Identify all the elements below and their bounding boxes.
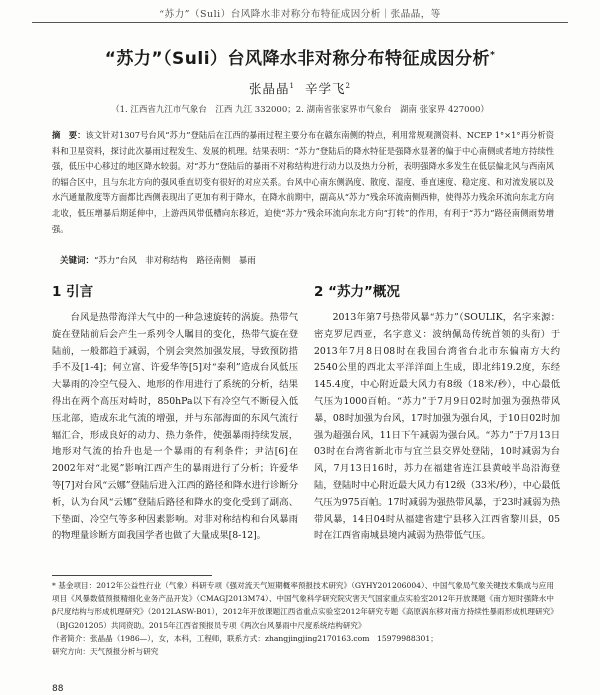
section-heading-overview: 2 “苏力”概况: [314, 284, 400, 300]
funding-note: * 基金项目：2012年公益性行业（气象）科研专项《强对流天气短期概率预报技术研究》（GYHY201206004）、中国气象局气象关键技术集成与应用项目《风暴数值预报精细化业务产品开发》（CMAGJ2013M74）、中国气象科学研究院灾害天气国家重点实验室2012年开放课题《南方短时强降水中β尺度结构与形成机理研究》（2012LASW-B01），2012年开放课题江西省重点实验室2012年研究专题《高原涡东移对南方持续性暴雨形成机理研究》（BJG201205）共同资助。2015年江西省预报员专项《两次台风暴雨中尺度系统结构研究》: [52, 581, 554, 630]
keywords: [60, 254, 554, 266]
right-column: [314, 280, 560, 545]
footnote: [52, 579, 554, 658]
author-name: 辛学飞: [304, 81, 346, 96]
footnote-divider: [52, 575, 212, 576]
page-number: 88: [52, 684, 64, 694]
paper-title: [0, 44, 600, 69]
author-name: 张晶晶: [249, 81, 290, 96]
research-direction: 研究方向：天气预报分析与研究: [52, 647, 159, 657]
title-funding-mark: *: [490, 50, 496, 61]
introduction-paragraph: 台风是热带海洋大气中的一种急速旋转的涡旋。热带气旋在登陆前后会产生一系列令人瞩目的变化，热带气旋在登陆前，一般都趋于减弱，个别会突然加强发展，导致预防措手不及[1-4]；何立富、许爱华等[5]对“泰利”造成台风低压大暴雨的冷空气侵入、地形的作用进行了系统的分析，结果得出在两个高压对峙时，850hPa以下有冷空气不断侵入低压北部，造成东北气流的增强，并与东部海面的东风气流行辐汇合，形成良好的动力、热力条件，使强暴雨持续发展，地形对气流的抬升也是一个暴雨的有利条件；尹洁[6]在2002年对“北冕”影响江西产生的暴雨进行了分析；许爱华等[7]对台风“云娜”登陆后进入江西的路径和降水进行诊断分析，认为台风“云娜”登陆后路径和降水的变化受到了副高、下垫面、冷空气等多种因素影响。对非对称结构和台风暴雨的物理量诊断方面我国学者也做了大量成果[8-12]。: [52, 312, 298, 542]
paper-title-text: “苏力”（Suli）台风降水非对称分布特征成因分析: [104, 49, 491, 69]
abstract: [52, 128, 554, 237]
affiliations: （1. 江西省九江市气象台 江西 九江 332000；2. 湖南省张家界市气象台 湖南 张家界 427000）: [111, 105, 489, 115]
abstract-label: 摘 要：: [52, 130, 86, 140]
author-line: [0, 79, 600, 97]
header-divider: [32, 22, 568, 23]
running-header: “苏力”（Suli）台风降水非对称分布特征成因分析｜张晶晶，等: [159, 9, 441, 20]
keywords-text: “苏力”台风 非对称结构 路径南侧 暴雨: [94, 256, 256, 266]
author-affil-mark: 1: [289, 81, 296, 90]
keywords-label: 关键词：: [60, 256, 95, 266]
abstract-text: 该文针对1307号台风“苏力”登陆后在江西的暴雨过程主要分布在赣东南侧的特点，利用常规观测资料、NCEP 1°×1°再分析资料和卫星资料，探讨此次暴雨过程发生、发展的机理。结果表明：“苏力”登陆后的降水特征是强降水显著的偏于中心南侧或者地方持续性强，低压中心移过的地区降水较弱。对“苏力”登陆后的暴雨不对称结构进行动力以及热力分析，表明强降水多发生在低层偏北风与西南风的辐合区中，且与东北方向的强风垂直切变有很好的对应关系。台风中心南东侧涡度、散度、湿度、垂直速度、稳定度、和对流发展以及水汽通量散度等方面都比西侧表现出了更加有利于降水，在降水前期中，副高从“苏力”残余环流南侧西伸，使得苏力残余环流向东北方向北收，低压增暴后期延伸中，上游西风带低槽向东移近，迫使“苏力”残余环流向东北方向“打转”的作用，有利于“苏力”路径南侧雨势增强。: [52, 130, 554, 234]
left-column: [52, 280, 298, 545]
overview-paragraph: 2013年第7号热带风暴“苏力”（SOULIK，名字来源：密克罗尼西亚，名字意义：波纳佩岛传统首领的头衔）于2013年7月8日08时在我国台湾省台北市东偏南方大约2540公里的西北太平洋洋面上生成，即北纬19.2度，东经145.4度，中心附近最大风力有8级（18米/秒），中心最低气压为1000百帕。“苏力”于7月9日02时加强为强热带风暴，08时加强为台风，17时加强为强台风，于10日02时加强为超强台风，11日下午减弱为强台风。“苏力”于7月13日03时在台湾省新北市与宜兰县交界处登陆，10时减弱为台风，7月13日16时，苏力在福建省连江县黄岐半岛沿海登陆，登陆时中心附近最大风力有12级（33米/秒），中心最低气压为975百帕。17时减弱为强热带风暴，于23时减弱为热带风暴，14日04时从福建省建宁县移入江西省黎川县，05时在江西省南城县境内减弱为热带低气压。: [314, 312, 560, 542]
author-bio: 作者简介：张晶晶（1986—），女，本科，工程师，联系方式：zhangjingjing2170163.com 15979988301；: [52, 633, 438, 643]
section-heading-introduction: 1 引言: [52, 284, 94, 300]
author-affil-mark: 2: [345, 81, 351, 90]
